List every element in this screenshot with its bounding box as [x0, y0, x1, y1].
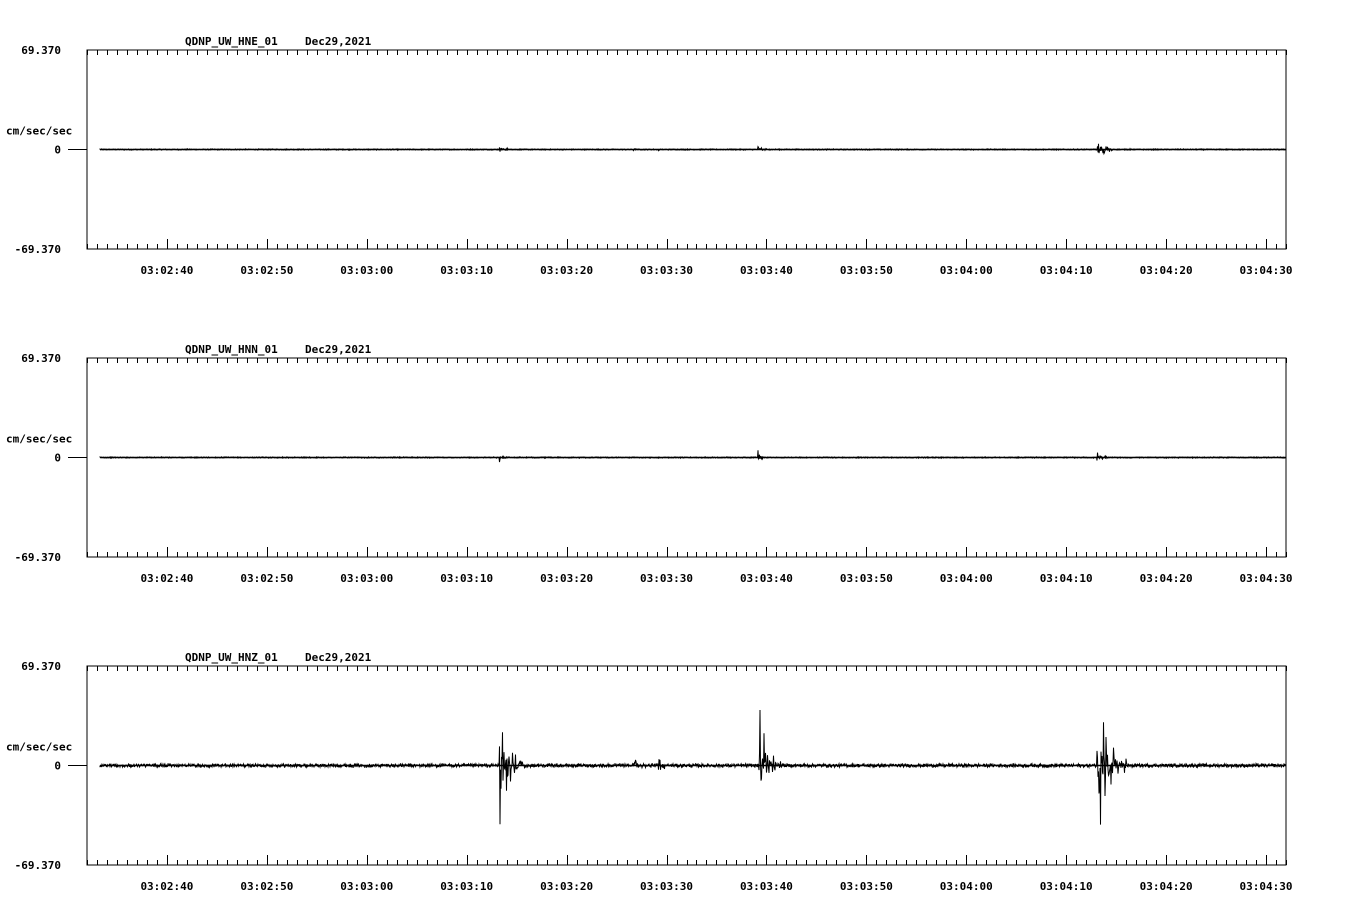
x-tick-label: 03:03:30	[640, 572, 694, 585]
x-tick-label: 03:04:20	[1139, 572, 1193, 585]
x-tick-label: 03:02:40	[140, 572, 194, 585]
y-tick-label-zero: 0	[54, 143, 61, 157]
trace-date-label: Dec29,2021	[305, 651, 372, 664]
y-tick-label-zero: 0	[54, 451, 61, 465]
x-tick-label: 03:04:10	[1039, 572, 1093, 585]
x-tick-label: 03:03:40	[739, 572, 793, 585]
x-tick-label: 03:03:20	[540, 264, 594, 277]
y-tick-label-max: 69.370	[21, 352, 61, 365]
x-tick-label: 03:04:20	[1139, 880, 1193, 893]
waveform-trace	[100, 144, 1286, 154]
x-tick-label: 03:03:20	[540, 572, 594, 585]
y-tick-label-min: -69.370	[14, 551, 61, 564]
x-tick-label: 03:03:50	[839, 880, 893, 893]
y-tick-label-max: 69.370	[21, 660, 61, 673]
x-tick-label: 03:04:30	[1239, 572, 1293, 585]
x-tick-label: 03:04:10	[1039, 880, 1093, 893]
x-tick-label: 03:04:00	[939, 880, 993, 893]
y-axis-unit-label: cm/sec/sec	[6, 124, 73, 138]
x-tick-label: 03:03:10	[440, 880, 494, 893]
waveform-trace	[100, 710, 1286, 825]
x-tick-label: 03:02:40	[140, 264, 194, 277]
waveform-trace	[100, 450, 1286, 462]
x-tick-label: 03:03:50	[839, 264, 893, 277]
x-tick-label: 03:03:00	[340, 264, 394, 277]
x-tick-label: 03:04:00	[939, 264, 993, 277]
x-tick-label: 03:04:00	[939, 572, 993, 585]
x-tick-label: 03:03:50	[839, 572, 893, 585]
x-tick-label: 03:03:10	[440, 264, 494, 277]
trace-station-label: QDNP_UW_HNN_01	[185, 343, 278, 356]
x-tick-label: 03:03:40	[739, 264, 793, 277]
x-tick-label: 03:04:30	[1239, 880, 1293, 893]
x-tick-label: 03:03:20	[540, 880, 594, 893]
y-tick-label-max: 69.370	[21, 44, 61, 57]
x-tick-label: 03:04:30	[1239, 264, 1293, 277]
x-tick-label: 03:02:50	[240, 264, 294, 277]
y-tick-label-min: -69.370	[14, 859, 61, 872]
trace-station-label: QDNP_UW_HNZ_01	[185, 651, 278, 664]
y-tick-label-zero: 0	[54, 759, 61, 773]
x-tick-label: 03:04:10	[1039, 264, 1093, 277]
x-tick-label: 03:03:10	[440, 572, 494, 585]
trace-date-label: Dec29,2021	[305, 343, 372, 356]
x-tick-label: 03:03:30	[640, 880, 694, 893]
y-tick-label-min: -69.370	[14, 243, 61, 256]
trace-station-label: QDNP_UW_HNE_01	[185, 35, 278, 48]
x-tick-label: 03:03:00	[340, 572, 394, 585]
x-tick-label: 03:02:50	[240, 880, 294, 893]
y-axis-unit-label: cm/sec/sec	[6, 740, 73, 754]
x-tick-label: 03:02:50	[240, 572, 294, 585]
x-tick-label: 03:04:20	[1139, 264, 1193, 277]
x-tick-label: 03:02:40	[140, 880, 194, 893]
x-tick-label: 03:03:30	[640, 264, 694, 277]
x-tick-label: 03:03:40	[739, 880, 793, 893]
trace-date-label: Dec29,2021	[305, 35, 372, 48]
y-axis-unit-label: cm/sec/sec	[6, 432, 73, 446]
x-tick-label: 03:03:00	[340, 880, 394, 893]
